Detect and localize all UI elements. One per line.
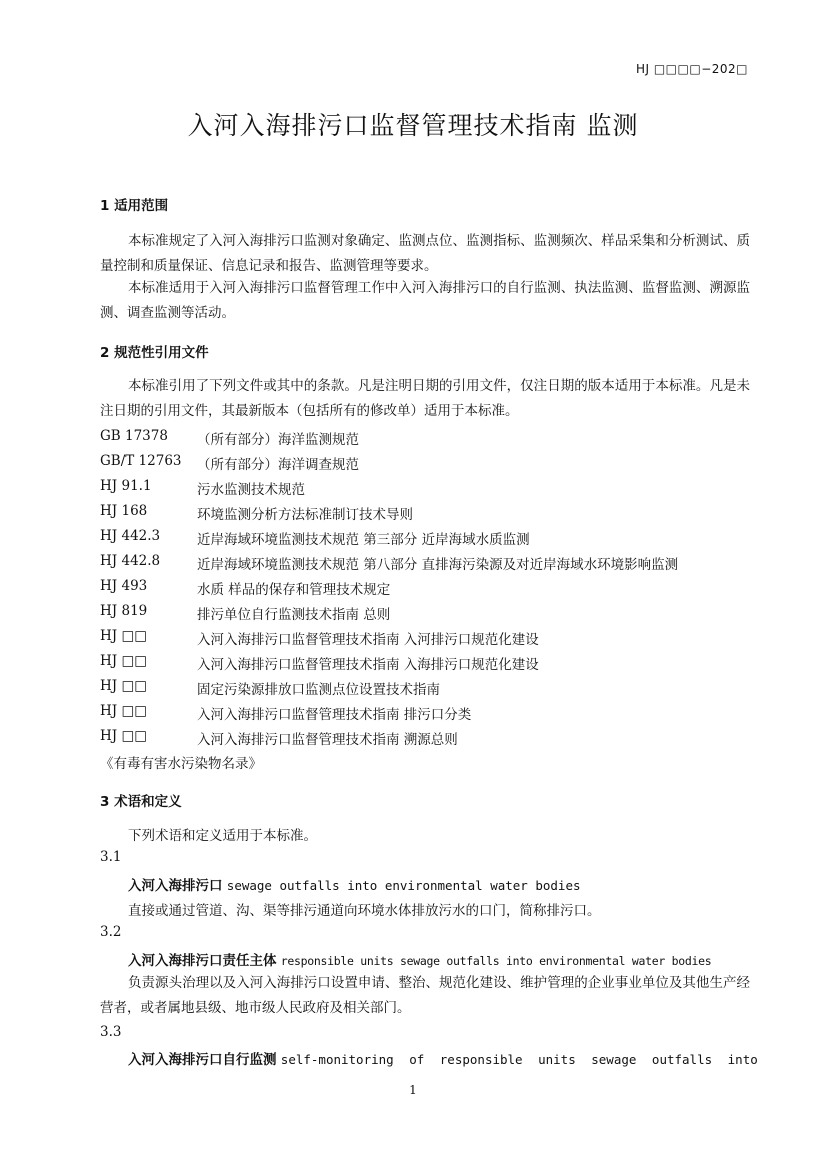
section-heading-scope: 1 适用范围: [100, 198, 169, 214]
page-title: 入河入海排污口监督管理技术指南 监测: [187, 111, 639, 140]
term-definition: 负责源头治理以及入河入海排污口设置申请、整治、规范化建设、维护管理的企业事业单位及其他生产经营者，或者属地县级、地市级人民政府及相关部门。: [100, 975, 750, 1016]
term-en: self-monitoring of responsible units sewage outfalls into: [280, 1052, 758, 1067]
reference-title: （所有部分）海洋监测规范: [197, 432, 359, 448]
reference-code: HJ □□: [100, 703, 147, 719]
reference-code: HJ 819: [100, 603, 148, 619]
term-heading: [128, 949, 711, 969]
term-number: 3.1: [100, 849, 122, 865]
reference-title: 近岸海域环境监测技术规范 第三部分 近岸海域水质监测: [197, 532, 530, 548]
section-heading-terms: 3 术语和定义: [100, 794, 182, 810]
reference-title: 污水监测技术规范: [197, 482, 305, 498]
reference-title: 入河入海排污口监督管理技术指南 入河排污口规范化建设: [197, 632, 539, 648]
reference-title: 环境监测分析方法标准制订技术导则: [197, 507, 413, 523]
reference-code: GB/T 12763: [100, 453, 182, 469]
term-zh: 入河入海排污口: [128, 878, 223, 894]
reference-code: HJ 442.8: [100, 553, 161, 569]
reference-code: HJ □□: [100, 653, 147, 669]
reference-title: 入河入海排污口监督管理技术指南 入海排污口规范化建设: [197, 657, 539, 673]
term-heading: [128, 1048, 758, 1068]
page-number: 1: [409, 1083, 417, 1097]
term-definition: 直接或通过管道、沟、渠等排污通道向环境水体排放污水的口门，简称排污口。: [128, 903, 601, 919]
paragraph-references-intro: 本标准引用了下列文件或其中的条款。凡是注明日期的引用文件，仅注日期的版本适用于本标准。凡是未注日期的引用文件，其最新版本（包括所有的修改单）适用于本标准。: [100, 378, 750, 419]
reference-code: HJ 168: [100, 503, 148, 519]
reference-title: 水质 样品的保存和管理技术规定: [197, 582, 391, 598]
term-en: sewage outfalls into environmental water bodies: [226, 878, 581, 893]
term-zh: 入河入海排污口责任主体: [128, 953, 277, 969]
term-heading: [128, 874, 581, 894]
reference-title: 入河入海排污口监督管理技术指南 排污口分类: [197, 707, 472, 723]
reference-catalog: 《有毒有害水污染物名录》: [100, 756, 262, 772]
term-number: 3.3: [100, 1024, 122, 1040]
reference-title: （所有部分）海洋调查规范: [197, 457, 359, 473]
term-en: responsible units sewage outfalls into environmental water bodies: [280, 954, 712, 968]
paragraph-scope-2: 本标准适用于入河入海排污口监督管理工作中入河入海排污口的自行监测、执法监测、监督监测、溯源监测、调查监测等活动。: [100, 280, 750, 321]
reference-code: HJ 442.3: [100, 528, 161, 544]
term-zh: 入河入海排污口自行监测: [128, 1052, 277, 1068]
reference-title: 近岸海域环境监测技术规范 第八部分 直排海污染源及对近岸海域水环境影响监测: [197, 557, 679, 573]
reference-code: HJ □□: [100, 628, 147, 644]
section-heading-references: 2 规范性引用文件: [100, 345, 209, 361]
reference-title: 固定污染源排放口监测点位设置技术指南: [197, 682, 440, 698]
reference-code: HJ □□: [100, 678, 147, 694]
reference-code: HJ 91.1: [100, 478, 152, 494]
reference-code: HJ 493: [100, 578, 148, 594]
reference-code: HJ □□: [100, 728, 147, 744]
terms-intro: 下列术语和定义适用于本标准。: [128, 828, 317, 844]
paragraph-scope-1: 本标准规定了入河入海排污口监测对象确定、监测点位、监测指标、监测频次、样品采集和分析测试、质量控制和质量保证、信息记录和报告、监测管理等要求。: [100, 233, 750, 274]
reference-title: 入河入海排污口监督管理技术指南 溯源总则: [197, 732, 458, 748]
term-number: 3.2: [100, 924, 122, 940]
document-code: HJ □□□□−202□: [635, 62, 748, 76]
reference-code: GB 17378: [100, 428, 168, 444]
reference-title: 排污单位自行监测技术指南 总则: [197, 607, 391, 623]
